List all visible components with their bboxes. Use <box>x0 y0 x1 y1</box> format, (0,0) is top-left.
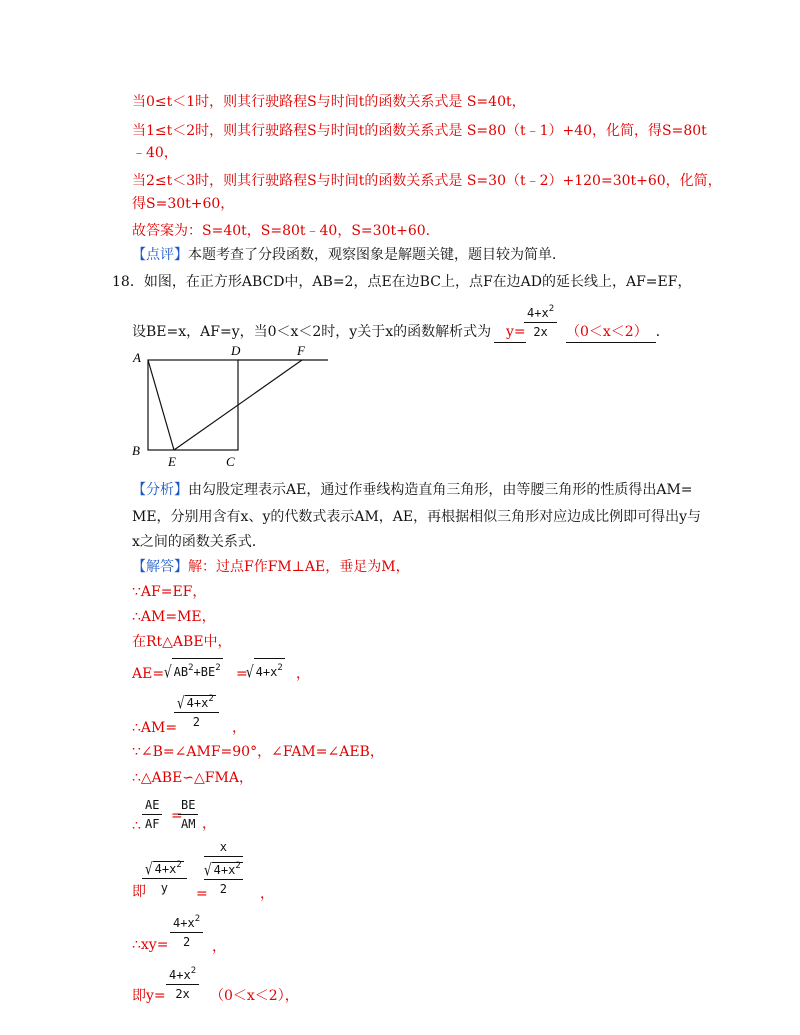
step-11-denominator: 2x <box>175 987 190 1001</box>
step-9-end: ， <box>260 886 274 902</box>
question-18-line-1 <box>112 272 691 292</box>
step-11-numerator: 4+x <box>169 968 191 982</box>
step-8-denominator-1: AF <box>145 817 160 831</box>
step-8-end: ， <box>202 816 216 832</box>
step-5-denominator: 2 <box>192 715 200 729</box>
step-8-denominator-2: AM <box>181 817 196 831</box>
step-11-fraction <box>166 962 199 1003</box>
step-8-numerator-1: AE <box>142 796 162 815</box>
exponent: 2 <box>188 663 194 673</box>
case-3-line: 当2≤t＜3时，则其行驶路程S与时间t的函数关系式是 S=30（t﹣2）+120=30t+60，化简， <box>132 173 722 189</box>
exponent: 2 <box>277 663 283 673</box>
answer-line: 故答案为：S=40t，S=80t﹣40，S=30t+60． <box>132 223 440 239</box>
step-4-radicand: 4+x <box>255 665 278 679</box>
step-9-radicand: 4+x <box>154 862 177 876</box>
step-5-radicand: 4+x <box>186 696 209 710</box>
analysis-text-1: 由勾股定理表示AE，通过作垂线构造直角三角形，由等腰三角形的性质得出AM= <box>188 482 693 498</box>
exponent: 2 <box>215 663 221 673</box>
label-d: D <box>231 343 241 358</box>
step-8-numerator-2: BE <box>178 796 198 815</box>
review-text: 本题考查了分段函数，观察图象是解题关键，题目较为简单． <box>188 247 566 263</box>
step-9-lhs: 即 <box>132 884 146 900</box>
square-figure <box>128 340 338 470</box>
label-a: A <box>133 350 141 365</box>
analysis-line-1 <box>132 480 693 500</box>
step-11-domain: （0＜x＜2）， <box>210 988 299 1004</box>
step-4-equals: = <box>236 666 248 682</box>
step-10-fraction <box>170 910 203 951</box>
step-6: ∵∠B=∠AMF=90°，∠FAM=∠AEB， <box>132 744 384 760</box>
label-f: F <box>297 343 305 358</box>
exponent: 2 <box>176 860 182 870</box>
step-8-fraction-1 <box>142 796 162 833</box>
step-1: ∵AF=EF， <box>132 584 207 600</box>
answer-y-equals: y= <box>494 322 526 343</box>
step-11-lhs: 即y= <box>132 988 166 1004</box>
step-10-numerator: 4+x <box>173 916 195 930</box>
step-10-lhs: ∴xy= <box>132 937 169 953</box>
step-5-fraction: $\frac{√ 4+x^2}{2}$ <box>174 690 219 731</box>
segment-ae <box>148 360 174 450</box>
step-10-denominator: 2 <box>182 935 191 949</box>
question-text-1: 如图，在正方形ABCD中，AB=2，点E在边BC上，点F在边AD的延长线上，AF=EF， <box>143 274 692 290</box>
answer-fraction-numerator: 4+x <box>527 306 549 320</box>
step-9-denominator-2: 2 <box>219 882 227 896</box>
step-8-fraction-2 <box>178 796 198 833</box>
step-9-inner-numerator: x <box>204 838 243 857</box>
analysis-line-3: x之间的函数关系式． <box>132 534 266 550</box>
step-4-lhs: AE= <box>132 666 165 682</box>
review-line <box>132 245 566 265</box>
step-8-equals: = <box>171 808 183 824</box>
step-4-ab: AB <box>173 665 189 679</box>
step-4-be: +BE <box>193 665 216 679</box>
step-9-fraction-2: x √ $4+x^2$ 2 <box>204 840 241 896</box>
solution-tag: 【解答】 <box>132 559 188 575</box>
exponent: 2 <box>194 914 201 924</box>
case-2-line-cont: ﹣40， <box>132 145 178 161</box>
exponent: 2 <box>548 304 555 314</box>
step-4-end: ， <box>296 666 310 682</box>
step-4-radical-1: √ $AB^2+BE^2$ <box>164 658 223 681</box>
step-9-inner-radicand: 4+x <box>213 863 236 877</box>
answer-blank-y <box>494 322 526 343</box>
exponent: 2 <box>235 861 241 871</box>
step-9-denominator-1: y <box>160 881 168 895</box>
case-1-line: 当0≤t＜1时，则其行驶路程S与时间t的函数关系式是 S=40t， <box>132 94 526 110</box>
analysis-line-2: ME，分别用含有x、y的代数式表示AM，AE，再根据相似三角形对应边成比例即可得出y与 <box>132 509 702 525</box>
review-tag: 【点评】 <box>132 247 188 263</box>
step-5-lhs: ∴AM= <box>132 720 178 736</box>
solution-text: 解：过点F作FM⊥AE，垂足为M， <box>188 559 410 575</box>
case-3-line-cont: 得S=30t+60， <box>132 196 235 212</box>
answer-fraction-denominator: 2x <box>533 325 548 339</box>
exponent: 2 <box>190 966 197 976</box>
answer-fraction <box>524 300 557 341</box>
solution-line <box>132 557 410 577</box>
answer-domain-text: （0＜x＜2） <box>566 322 656 343</box>
step-7: ∴△ABE∽△FMA， <box>132 770 253 786</box>
step-9-fraction-1: $\frac{√ 4+x^2}{y}$ <box>142 856 187 897</box>
step-8-therefore: ∴ <box>132 818 141 834</box>
analysis-tag: 【分析】 <box>132 482 188 498</box>
label-b: B <box>132 443 140 458</box>
step-9-equals: = <box>196 886 208 902</box>
case-2-line: 当1≤t＜2时，则其行驶路程S与时间t的函数关系式是 S=80（t﹣1）+40，化简，得S=80t <box>132 123 707 139</box>
step-10-end: ， <box>212 939 226 955</box>
step-2: ∴AM=ME， <box>132 609 216 625</box>
exponent: 2 <box>208 694 214 704</box>
answer-domain <box>566 322 670 343</box>
step-5-end: ， <box>232 720 246 736</box>
label-c: C <box>226 454 235 469</box>
label-e: E <box>168 454 176 469</box>
step-3: 在Rt△ABE中， <box>132 634 232 650</box>
step-4-radical-2: √ $4+x^2$ <box>246 658 285 681</box>
question-18-line-2: 设BE=x，AF=y，当0＜x＜2时，y关于x的函数解析式为 <box>132 324 492 340</box>
question-number: 18． <box>112 274 144 290</box>
question-end: ． <box>655 324 670 340</box>
